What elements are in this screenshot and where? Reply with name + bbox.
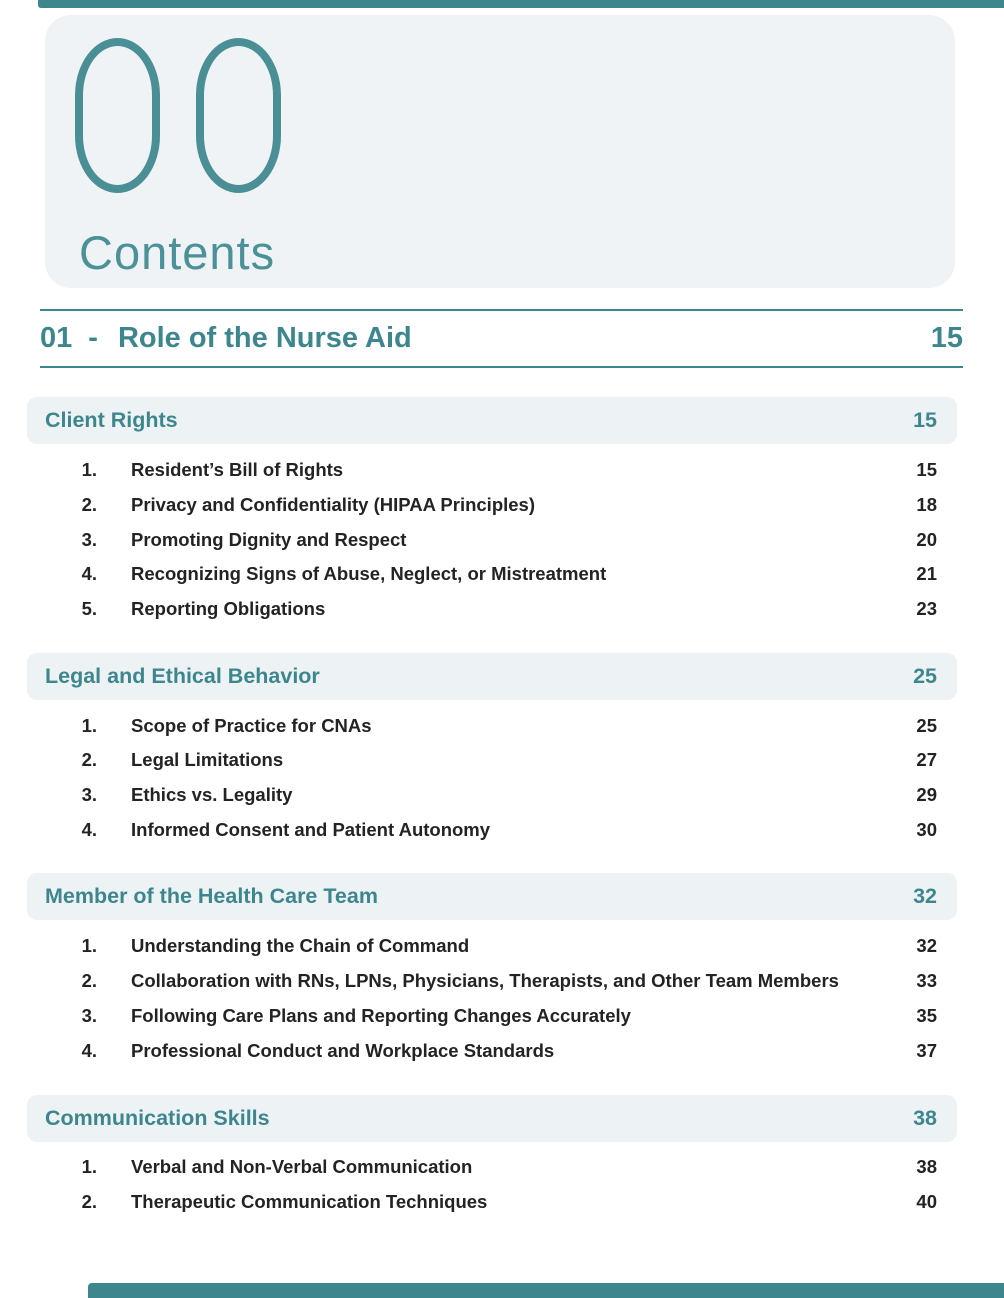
item-page-number: 29 (916, 784, 937, 805)
chapter-heading[interactable] (40, 309, 963, 368)
item-label: Verbal and Non-Verbal Communication (131, 1156, 473, 1177)
toc-item[interactable] (40, 934, 937, 958)
toc-item[interactable] (40, 597, 937, 621)
item-label: Understanding the Chain of Command (131, 935, 470, 956)
item-number: 2. (81, 494, 97, 515)
item-number: 2. (81, 749, 97, 770)
chapter-page-number: 15 (930, 322, 963, 354)
toc-item[interactable] (40, 783, 937, 807)
toc-item[interactable] (40, 458, 937, 482)
bottom-accent-band (88, 1283, 1004, 1298)
item-number: 2. (81, 970, 97, 991)
item-label: Informed Consent and Patient Autonomy (131, 819, 491, 840)
item-number: 1. (81, 1156, 97, 1177)
section-title: Client Rights (45, 408, 178, 432)
item-page-number: 38 (916, 1156, 937, 1177)
item-label: Professional Conduct and Workplace Standards (131, 1040, 555, 1061)
section-header-legal-ethical[interactable] (27, 653, 957, 700)
section-title: Communication Skills (45, 1106, 270, 1130)
page-title: Contents (79, 226, 276, 279)
section-page-number: 38 (913, 1106, 937, 1130)
section-title: Member of the Health Care Team (45, 884, 378, 908)
item-page-number: 18 (916, 494, 937, 515)
top-accent-band (38, 0, 1004, 8)
outline-zero-digit (196, 38, 281, 193)
item-label: Privacy and Confidentiality (HIPAA Principles) (131, 494, 536, 515)
item-page-number: 33 (916, 970, 937, 991)
item-number: 1. (81, 459, 97, 480)
item-page-number: 30 (916, 819, 937, 840)
section-header-communication-skills[interactable] (27, 1095, 957, 1142)
item-number: 3. (81, 784, 97, 805)
item-label: Legal Limitations (131, 749, 284, 770)
item-page-number: 21 (916, 563, 937, 584)
chapter-title: Role of the Nurse Aid (117, 322, 412, 354)
chapter-number: 01 (40, 322, 73, 354)
toc-item[interactable] (40, 1004, 937, 1028)
item-number: 4. (81, 1040, 97, 1061)
chapter-outline-number (75, 38, 281, 193)
item-label: Recognizing Signs of Abuse, Neglect, or Mistreatment (131, 563, 607, 584)
item-page-number: 40 (916, 1191, 937, 1212)
item-number: 3. (81, 1005, 97, 1026)
item-page-number: 32 (916, 935, 937, 956)
item-number: 4. (81, 819, 97, 840)
item-label: Collaboration with RNs, LPNs, Physicians, Therapists, and Other Team Members (131, 970, 839, 991)
item-label: Therapeutic Communication Techniques (131, 1191, 488, 1212)
section-title: Legal and Ethical Behavior (45, 664, 320, 688)
chapter-separator: - (88, 322, 98, 354)
chapter-heading-left (40, 322, 412, 355)
toc-item[interactable] (40, 818, 937, 842)
contents-header-box (45, 15, 955, 288)
item-label: Ethics vs. Legality (131, 784, 293, 805)
item-number: 5. (81, 598, 97, 619)
item-number: 2. (81, 1191, 97, 1212)
item-page-number: 37 (916, 1040, 937, 1061)
section-page-number: 25 (913, 664, 937, 688)
item-number: 3. (81, 529, 97, 550)
item-label: Reporting Obligations (131, 598, 326, 619)
section-header-health-care-team[interactable] (27, 873, 957, 920)
toc-item[interactable] (40, 969, 937, 993)
toc-item[interactable] (40, 1155, 937, 1179)
toc-item[interactable] (40, 1039, 937, 1063)
item-label: Scope of Practice for CNAs (131, 715, 372, 736)
toc-item[interactable] (40, 748, 937, 772)
item-label: Promoting Dignity and Respect (131, 529, 407, 550)
section-page-number: 32 (913, 884, 937, 908)
item-number: 1. (81, 935, 97, 956)
toc-item[interactable] (40, 1190, 937, 1214)
toc-item[interactable] (40, 493, 937, 517)
outline-zero-digit (75, 38, 160, 193)
item-page-number: 15 (916, 459, 937, 480)
item-label: Following Care Plans and Reporting Changes Accurately (131, 1005, 631, 1026)
item-page-number: 20 (916, 529, 937, 550)
item-page-number: 25 (916, 715, 937, 736)
item-label: Resident’s Bill of Rights (131, 459, 344, 480)
section-page-number: 15 (913, 408, 937, 432)
item-page-number: 35 (916, 1005, 937, 1026)
section-header-client-rights[interactable] (27, 397, 957, 444)
item-number: 4. (81, 563, 97, 584)
toc-item[interactable] (40, 562, 937, 586)
item-number: 1. (81, 715, 97, 736)
item-page-number: 23 (916, 598, 937, 619)
toc-item[interactable] (40, 528, 937, 552)
item-page-number: 27 (916, 749, 937, 770)
toc-item[interactable] (40, 714, 937, 738)
